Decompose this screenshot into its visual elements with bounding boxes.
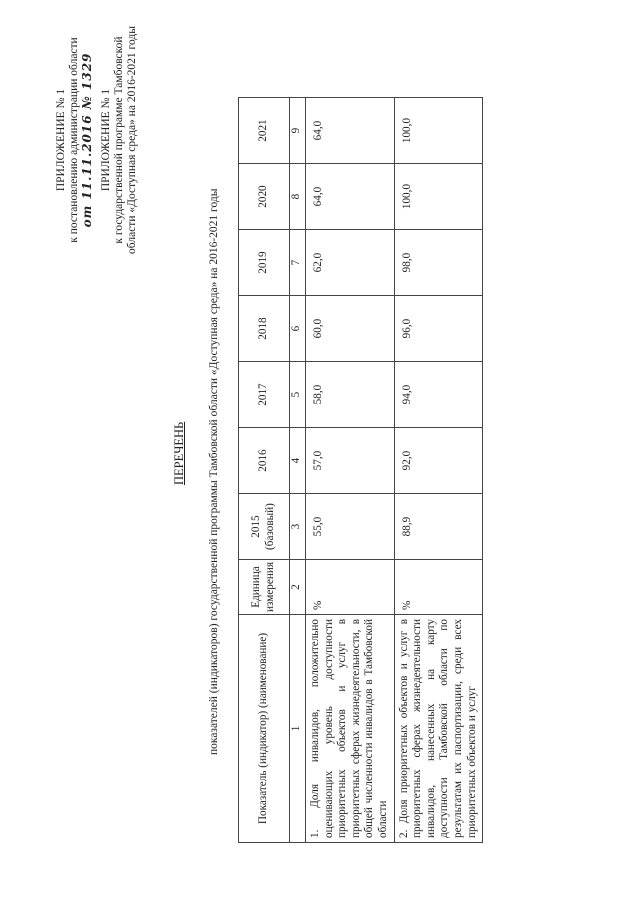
- value-2021: 100,0: [394, 98, 483, 164]
- value-2018: 96,0: [394, 296, 483, 362]
- value-2017: 94,0: [394, 362, 483, 428]
- value-2020: 100,0: [394, 164, 483, 230]
- appendix2-label: ПРИЛОЖЕНИЕ № 1: [100, 88, 112, 192]
- table-row: [394, 98, 483, 843]
- value-2020: 64,0: [306, 164, 395, 230]
- col-number: 6: [290, 296, 306, 362]
- col-number: 4: [290, 428, 306, 494]
- col-number: 5: [290, 362, 306, 428]
- indicator-unit: %: [394, 560, 483, 615]
- col-header-2015: 2015 (базовый): [239, 494, 290, 560]
- program-line2: области «Доступная среда» на 2016-2021 годы: [126, 26, 138, 254]
- col-header-2017: 2017: [239, 362, 290, 428]
- number-row: [290, 98, 306, 843]
- indicator-name: 1. Доля инвалидов, положительно оценивающих уровень доступности приоритетных объектов и услуг в приоритетных сферах жизнедеятельности, в общей численности инвалидов в Тамбовской области: [306, 615, 395, 843]
- indicators-table: [238, 97, 483, 843]
- col-header-unit: Единица измерения: [239, 560, 290, 615]
- col-header-name: Показатель (индикатор) (наименование): [239, 615, 290, 843]
- col-header-2019: 2019: [239, 230, 290, 296]
- value-2019: 62,0: [306, 230, 395, 296]
- value-2018: 60,0: [306, 296, 395, 362]
- decree-label: к постановлению администрации области: [68, 37, 80, 243]
- value-2019: 98,0: [394, 230, 483, 296]
- col-number: 7: [290, 230, 306, 296]
- appendix1-label: ПРИЛОЖЕНИЕ № 1: [55, 88, 67, 192]
- col-header-2018: 2018: [239, 296, 290, 362]
- col-number: 2: [290, 560, 306, 615]
- value-2017: 58,0: [306, 362, 395, 428]
- indicator-name: 2. Доля приоритетных объектов и услуг в приоритетных сферах жизнедеятельности инвалидов, нанесенных на карту доступности Тамбовской области по результатам их паспортизации, среди всех приоритетных объектов и услуг: [394, 615, 483, 843]
- col-number: 3: [290, 494, 306, 560]
- col-header-2016: 2016: [239, 428, 290, 494]
- page-subtitle: показателей (индикаторов) государственной программы Тамбовской области «Доступная среда» на 2016-2021 годы: [208, 188, 220, 755]
- value-2016: 92,0: [394, 428, 483, 494]
- value-2015: 88,9: [394, 494, 483, 560]
- value-2021: 64,0: [306, 98, 395, 164]
- table-row: [306, 98, 395, 843]
- value-2015: 55,0: [306, 494, 395, 560]
- header-row: [239, 98, 290, 843]
- col-header-2020: 2020: [239, 164, 290, 230]
- handwritten-signature: от 11.11.2016 № 1329: [80, 52, 94, 228]
- col-number: 8: [290, 164, 306, 230]
- col-header-2021: 2021: [239, 98, 290, 164]
- col-number: 1: [290, 615, 306, 843]
- page-title: ПЕРЕЧЕНЬ: [172, 421, 186, 485]
- appendix-header: [55, 25, 139, 255]
- value-2016: 57,0: [306, 428, 395, 494]
- program-line1: к государственной программе Тамбовской: [113, 36, 125, 244]
- indicator-unit: %: [306, 560, 395, 615]
- col-number: 9: [290, 98, 306, 164]
